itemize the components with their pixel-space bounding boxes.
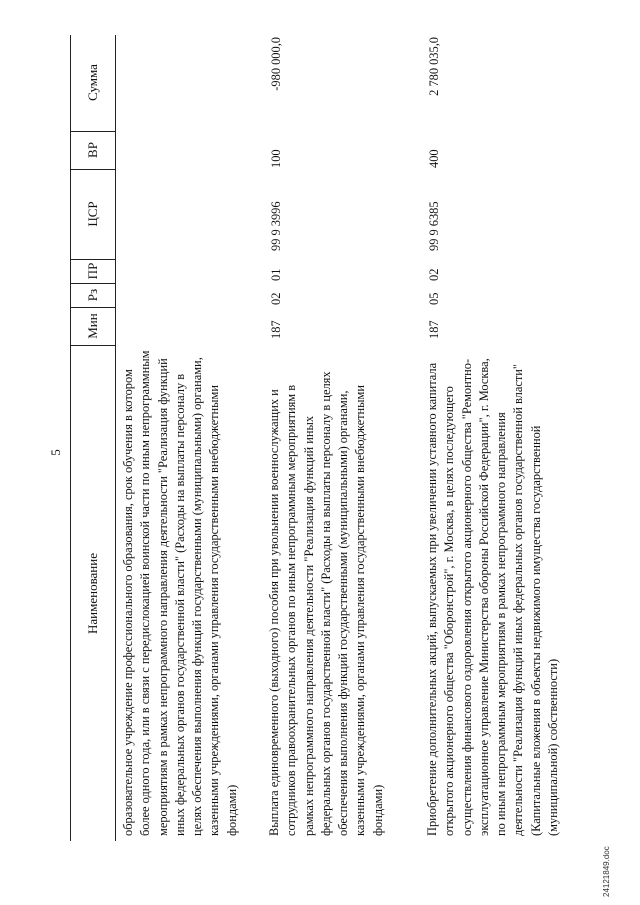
table-header [70,35,116,841]
header-pr: ПР [71,259,115,284]
header-name: Наименование [85,553,100,634]
row-sum: 2 780 035,0 [427,37,441,96]
header-vr: ВР [71,131,115,170]
row-pr: 02 [427,268,441,281]
row-name: образовательное учреждение профессионального образования, срок обучения в котором более одного года, или в связи с передислокацией воинской части по иным непрограммным мероприятиям в рамках непрограммного направления деятельности "Реализация функций иных федеральных органов государственной власти" (Расходы на выплаты персоналу в целях обеспечения выполнения функций государственными (муниципальными) органами, казенными учреждениями, органами управления государственными внебюджетными фондами) [121,350,239,836]
row-csr: 99 9 3996 [269,201,283,251]
row-pr: 01 [269,268,283,281]
row-vr: 100 [269,149,283,168]
row-name: Выплата единовременного (выходного) пособия при увольнении военнослужащих и сотрудников правоохранительных органов по иным непрограммным мероприятиям в рамках непрограммного направления деятельности "Реализация функций иных федеральных органов государственной власти" (Расходы на выплаты персоналу в целях обеспечения выполнения функций государственными (муниципальными) органами, казенными учреждениями, органами управления государственными внебюджетными фондами) [267,371,385,836]
row-min: 187 [269,320,283,339]
row-min: 187 [427,320,441,339]
row-csr: 99 9 6385 [427,201,441,251]
row-sum: -980 000,0 [269,37,283,91]
header-min: Мин [71,307,115,346]
header-sum: Сумма [71,34,115,132]
row-vr: 400 [427,149,441,168]
document-file-id: 24121849.doc [602,846,611,897]
row-name: Приобретение дополнительных акций, выпускаемых при увеличении уставного капитала открытого акционерного общества "Оборонстрой", г. Москва, в целях последующего осуществления финансового оздоровления открытого акционерного общества "Ремонтно-эксплуатационное управление Министерства обороны Российской Федерации", г. Москва, по иным непрограммным мероприятиям в рамках непрограммного направления деятельности "Реализация функций иных федеральных органов государственной власти" (Капитальные вложения в объекты недвижимого имущества государственной (муниципальной) собственности) [425,358,561,836]
row-rz: 02 [269,292,283,305]
row-rz: 05 [427,292,441,305]
page-number: 5 [48,449,63,456]
header-rz: Рз [71,283,115,308]
header-csr: ЦСР [71,169,115,260]
